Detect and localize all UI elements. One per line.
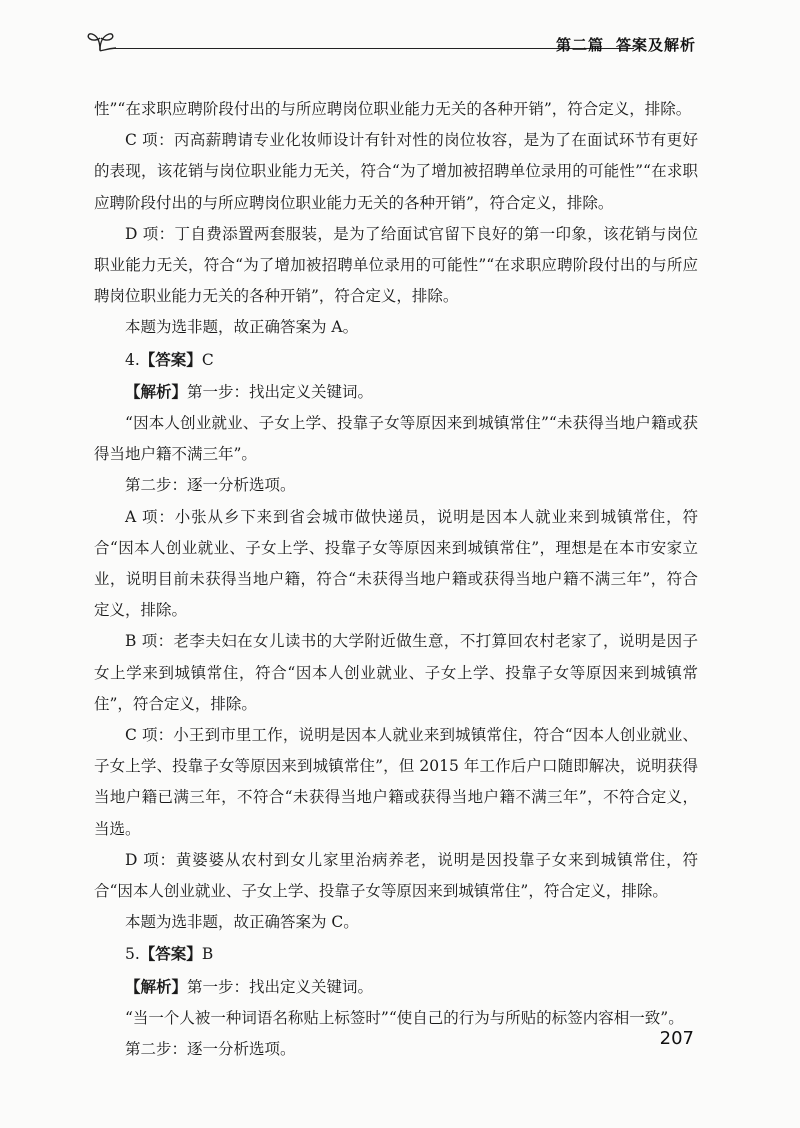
answer-heading bbox=[94, 938, 698, 970]
paragraph: D 项：黄婆婆从农村到女儿家里治病养老，说明是因投靠子女来到城镇常住，符合“因本人创业就业、子女上学、投靠子女等原因来到城镇常住”，符合定义，排除。 bbox=[94, 850, 698, 901]
paragraph: “因本人创业就业、子女上学、投靠子女等原因来到城镇常住”“未获得当地户籍或获得当地户籍不满三年”。 bbox=[94, 414, 698, 464]
running-header bbox=[86, 26, 706, 60]
analysis-tag: 【解析】 bbox=[125, 976, 188, 996]
header-section: 第二篇 bbox=[555, 36, 604, 54]
paragraph: B 项：老李夫妇在女儿读书的大学附近做生意，不打算回农村老家了，说明是因子女上学来到城镇常住，符合“因本人创业就业、子女上学、投靠子女等原因来到城镇常住”，符合定义，排除。 bbox=[94, 632, 698, 713]
answer-value: B bbox=[201, 945, 214, 964]
sprout-icon bbox=[86, 26, 122, 56]
answer-value: C bbox=[201, 350, 214, 369]
header-chapter-title: 答案及解析 bbox=[615, 36, 696, 54]
analysis-heading: 【解析】第一步：找出定义关键词。 bbox=[125, 381, 374, 401]
paragraph: 性”“在求职应聘阶段付出的与所应聘岗位职业能力无关的各种开销”，符合定义，排除。 bbox=[94, 100, 692, 118]
question-number: 4. bbox=[125, 350, 140, 369]
question-number: 5. bbox=[125, 945, 140, 964]
analysis-tag: 【解析】 bbox=[125, 381, 188, 401]
body-text bbox=[94, 94, 698, 1065]
answer-tag: 【答案】 bbox=[139, 944, 202, 964]
answer-tag: 【答案】 bbox=[139, 349, 202, 369]
page-number: 207 bbox=[659, 1028, 694, 1049]
paragraph: C 项：丙高薪聘请专业化妆师设计有针对性的岗位妆容，是为了在面试环节有更好的表现，该花销与岗位职业能力无关，符合“为了增加被招聘单位录用的可能性”“在求职应聘阶段付出的与所应聘岗位职业能力无关的各种开销”，符合定义，排除。 bbox=[94, 131, 698, 212]
analysis-heading: 【解析】第一步：找出定义关键词。 bbox=[125, 976, 374, 996]
paragraph: 第二步：逐一分析选项。 bbox=[125, 1040, 296, 1059]
paragraph: “当一个人被一种词语名称贴上标签时”“使自己的行为与所贴的标签内容相一致”。 bbox=[125, 1008, 684, 1027]
paragraph: A 项：小张从乡下来到省会城市做快递员，说明是因本人就业来到城镇常住，符合“因本人创业就业、子女上学、投靠子女等原因来到城镇常住”，理想是在本市安家立业，说明目前未获得当地户籍，符合“未获得当地户籍或获得当地户籍不满三年”，符合定义，排除。 bbox=[94, 507, 698, 620]
paragraph: 本题为选非题，故正确答案为 C。 bbox=[125, 913, 359, 932]
answer-heading bbox=[94, 344, 698, 376]
paragraph: 本题为选非题，故正确答案为 A。 bbox=[125, 318, 359, 337]
header-title bbox=[556, 34, 696, 55]
paragraph: 第二步：逐一分析选项。 bbox=[125, 476, 296, 495]
paragraph: C 项：小王到市里工作，说明是因本人就业来到城镇常住，符合“因本人创业就业、子女上学、投靠子女等原因来到城镇常住”，但 2015 年工作后户口随即解决，说明获得当地户籍已满三年，不符合“未获得当地户籍或获得当地户籍不满三年”，不符合定义，当选。 bbox=[94, 726, 698, 838]
paragraph: D 项：丁自费添置两套服装，是为了给面试官留下良好的第一印象，该花销与岗位职业能力无关，符合“为了增加被招聘单位录用的可能性”“在求职应聘阶段付出的与所应聘岗位职业能力无关的各种开销”，符合定义，排除。 bbox=[94, 224, 698, 306]
